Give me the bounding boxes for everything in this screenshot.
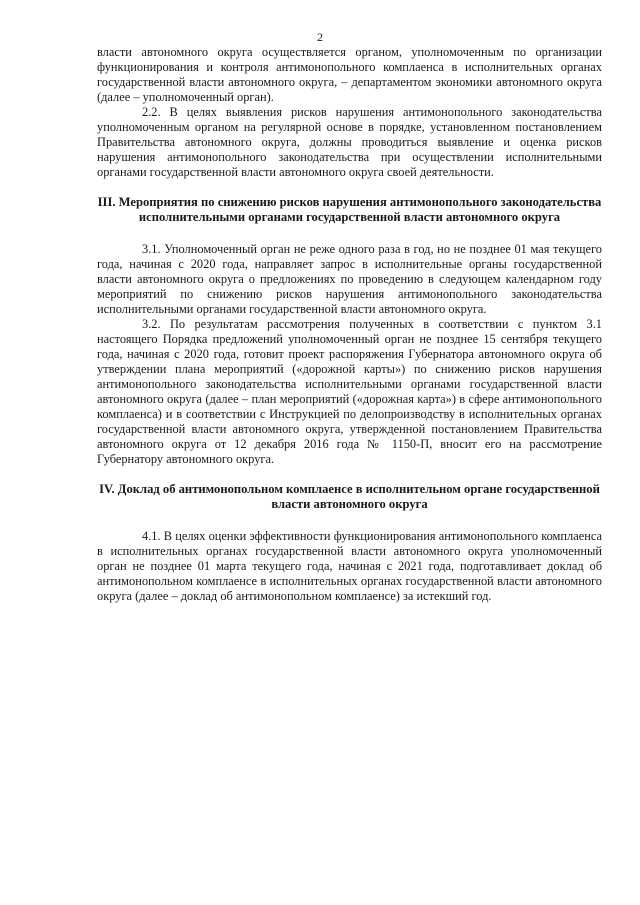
paragraph-2-2: 2.2. В целях выявления рисков нарушения антимонопольного законодательства уполномоченным органом на регулярной основе в порядке, установленном постановлением Правительства автономного округа, должны проводиться выявление и оценка рисков нарушения антимонопольного законодательства при осуществлении исполнительными органами государственной власти автономного округа своей деятельности.	[97, 105, 602, 179]
paragraph-3-1: 3.1. Уполномоченный орган не реже одного раза в год, но не позднее 01 мая текущего года, начиная с 2020 года, направляет запрос в исполнительные органы государственной власти автономного округа о предложениях по проведению в следующем календарном году мероприятий по снижению рисков нарушения антимонопольного законодательства исполнительными органами государственной власти автономного округа.	[97, 242, 602, 316]
paragraph-3-2: 3.2. По результатам рассмотрения полученных в соответствии с пунктом 3.1 настоящего Порядка предложений уполномоченный орган не позднее 15 сентября текущего года, начиная с 2020 года, готовит проект распоряжения Губернатора автономного округа об утверждении плана мероприятий («дорожной карты») по снижению рисков нарушения антимонопольного законодательства исполнительными органами государственной власти автономного округа (далее – план мероприятий («дорожная карта») в сфере антимонопольного комплаенса) и в соответствии с Инструкцией по делопроизводству в исполнительных органах государственной власти автономного округа, утвержденной постановлением Правительства автономного округа от 12 декабря 2016 года № 1150-П, вносит его на рассмотрение Губернатору автономного округа.	[97, 317, 602, 466]
document-body	[97, 45, 602, 604]
paragraph-continuation: власти автономного округа осуществляется органом, уполномоченным по организации функционирования и контроля антимонопольного комплаенса в исполнительных органах государственной власти автономного округа, – департаментом экономики автономного округа (далее – уполномоченный орган).	[97, 45, 602, 104]
section-heading-iii: III. Мероприятия по снижению рисков нарушения антимонопольного законодательства исполнительными органами государственной власти автономного округа	[97, 195, 602, 224]
section-heading-iv: IV. Доклад об антимонопольном комплаенсе в исполнительном органе государственной власти автономного округа	[99, 482, 600, 511]
paragraph-4-1: 4.1. В целях оценки эффективности функционирования антимонопольного комплаенса в исполнительных органах государственной власти автономного округа уполномоченный орган не позднее 01 марта текущего года, начиная с 2021 года, подготавливает доклад об антимонопольном комплаенсе в исполнительных органах государственной власти автономного округа (далее – доклад об антимонопольном комплаенсе) за истекший год.	[97, 529, 602, 603]
page-number: 2	[317, 30, 323, 44]
